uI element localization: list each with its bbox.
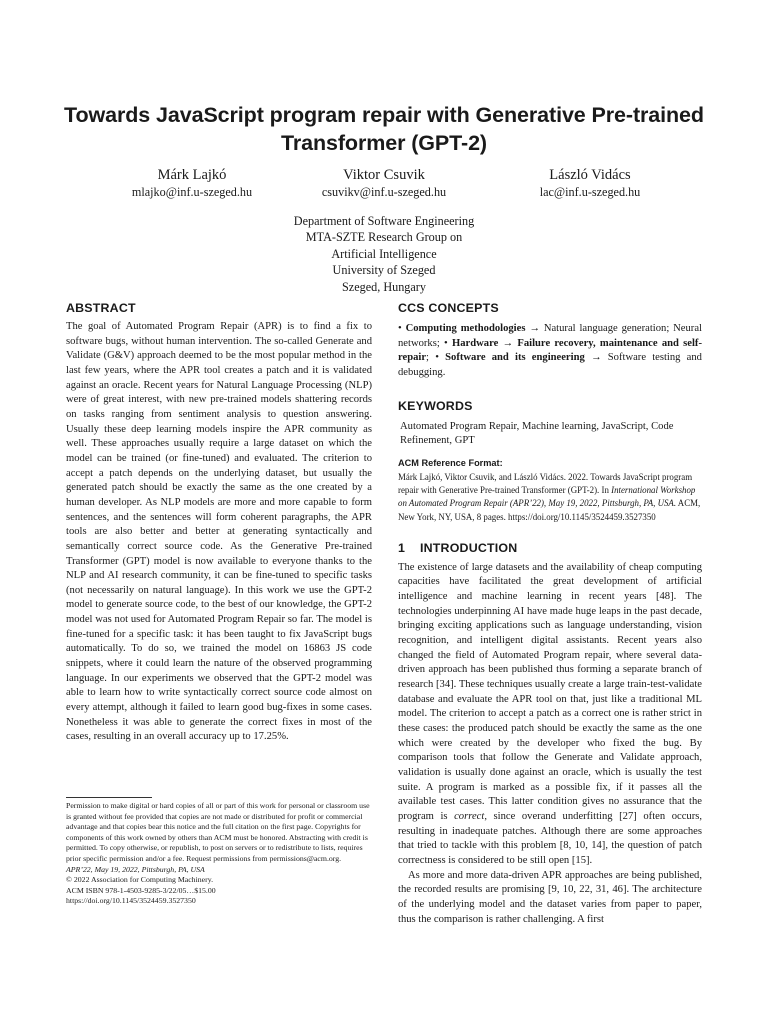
ccs-concepts: • Computing methodologies → Natural language generation; Neural networks; • Hardware → Failure recovery, maintenance and self-repair; • Software and its engineering → Software testing and debugging.	[398, 323, 702, 378]
introduction-paragraph: The existence of large datasets and the availability of cheap computing capacities have facilitated the great development of artificial intelligence and machine learning in recent years [48]. The technologies underpinning AI have made huge leaps in the past decade, bringing exciting applications such as language understanding, vision recognition, and intelligent digital assistants. Recent years also changed the field of Automated Program repair, where several data-driven approach has been published thus forming a separate branch of research [34]. These techniques usually create a large train-test-validate database and evaluate the APR tool on that, just like a traditional ML model. The criterion to accept a patch as a correct one is rather strict in these cases: the produced patch should be exactly the same as the one which were created by the developer who fixed the bug. By comparison tools that follow the Generate and Validate approach, validation is usually done against an oracle, which is usually the test suite. A program is marked as a possible fix, if it passes all the available test cases. This latter condition gives no assurance that the program is correct, since overand underfitting [27] often occurs, resulting in inadequate patches. Although there are some approaches that tried to tackle with this problem [8, 10, 14], the question of patch correctness is considered to be still open [15].	[398, 561, 702, 866]
introduction-heading: 1 INTRODUCTION	[398, 540, 518, 555]
author-name: Viktor Csuvik	[343, 167, 425, 183]
right-column	[398, 300, 702, 927]
keywords-text: Automated Program Repair, Machine learning, JavaScript, Code Refinement, GPT	[400, 420, 674, 447]
ccs-category: Computing methodologies	[405, 323, 526, 334]
ccs-concept: Software testing and debugging.	[398, 352, 702, 378]
footnote-rule	[66, 797, 152, 798]
author-block	[470, 166, 710, 200]
author-block	[264, 166, 504, 200]
author-name: László Vidács	[549, 167, 631, 183]
ccs-category: Software and its engineering	[445, 352, 585, 364]
permission-text: Permission to make digital or hard copies of all or part of this work for personal or classroom use is granted without fee provided that copies are not made or distributed for profit or commercial advantage and that copies bear this notice and the full citation on the first page. Copyrights for components of this work owned by others than ACM must be honored. Abstracting with credit is permitted. To copy otherwise, or republish, to post on servers or to redistribute to lists, requires prior specific permission and/or a fee. Request permissions from permissions@acm.org.	[66, 801, 370, 863]
ccs-concept: Natural language generation; Neural networks;	[398, 323, 702, 349]
ccs-heading: CCS CONCEPTS	[398, 301, 499, 315]
author-email: csuvikv@inf.u-szeged.hu	[321, 185, 447, 199]
introduction-paragraph: As more and more data-driven APR approaches are being published, the recorded results are promising [9, 10, 22, 31, 46]. The architecture of the underlying model and the dataset varies from paper to paper, thus the comparison is rather challenging. A first	[398, 869, 702, 925]
paper-title: Towards JavaScript program repair with Generative Pre-trained Transformer (GPT-2)	[64, 103, 704, 155]
affiliation-line: Department of Software Engineering	[293, 214, 475, 228]
reference-format-heading: ACM Reference Format:	[398, 457, 503, 468]
keywords-heading: KEYWORDS	[398, 398, 473, 413]
affiliation-line: Artificial Intelligence	[331, 246, 437, 261]
abstract-text: The goal of Automated Program Repair (APR) is to find a fix to software bugs, without human intervention. The so-called Generate and Validate (G&V) approach deemed to be the most popular method in the last few years, where the APR tool creates a patch and it is validated against an oracle. Recent years for Natural Language Processing (NLP) were of great interest, with new pre-trained models shattering records on tasks ranging from sentiment analysis to question answering. Usually these deep learning models inspire the APR community as well. These approaches usually require a large dataset on which the model can be trained (or fine-tuned) and evaluated. The criterion to accept a patch depends on the underlying dataset, but usually the generated patch should be exactly the same as the one created by a human developer. As NLP models are more and more capable to form sentences, and the sentences will form coherent paragraphs, the APR tools are also better and better at generating syntactically and semantically correct source code. As the Generative Pre-trained Transformer (GPT) model is now available to everyone thanks to the NLP and AI research community, it can be fine-tuned to specific tasks (not necessarily on natural language). In this work we use the GPT-2 model to generate source code, to the best of our knowledge, the GPT-2 model was not used for Automated Program Repair so far. The model is fine-tuned for a specific task: it has been taught to fix JavaScript bugs automatically. To do so, we trained the model on 16863 JS code snippets, where it could learn the nature of the observed programming language. In our experiments we observed that the GPT-2 model was able to learn how to write syntactically correct source code almost on every attempt, although it failed to learn good bug-fixes in some cases. Nonetheless it was able to generate the correct fixes in most of the cases, resulting in an overall accuracy up to 17.25%.	[66, 321, 372, 743]
permission-footnote	[66, 801, 372, 907]
ccs-category: Hardware	[452, 337, 499, 349]
author-email: mlajko@inf.u-szeged.hu	[131, 185, 253, 199]
ccs-concept: Failure recovery, maintenance and self-repair	[398, 337, 702, 364]
affiliation	[200, 213, 568, 295]
venue-line: APR’22, May 19, 2022, Pittsburgh, PA, USA	[66, 864, 205, 874]
affiliation-line: Szeged, Hungary	[342, 279, 426, 294]
author-name: Márk Lajkó	[157, 167, 227, 183]
affiliation-line: University of Szeged	[332, 263, 436, 278]
left-column	[66, 300, 372, 745]
affiliation-line: MTA-SZTE Research Group on	[305, 230, 463, 245]
isbn-line: ACM ISBN 978-1-4503-9285-3/22/05…$15.00	[66, 885, 216, 895]
abstract-heading: ABSTRACT	[66, 301, 136, 315]
author-email: lac@inf.u-szeged.hu	[539, 185, 641, 199]
reference-format-text: Márk Lajkó, Viktor Csuvik, and László Vidács. 2022. Towards JavaScript program repair with Generative Pre-trained Transformer (GPT-2). In International Workshop on Automated Program Repair (APR’22), May 19, 2022, Pittsburgh, PA, USA. ACM, New York, NY, USA, 8 pages. https://doi.org/10.1145/3524459.3527350	[398, 471, 701, 522]
copyright-line: © 2022 Association for Computing Machinery.	[66, 875, 214, 885]
doi-link[interactable]: https://doi.org/10.1145/3524459.3527350	[66, 896, 196, 906]
